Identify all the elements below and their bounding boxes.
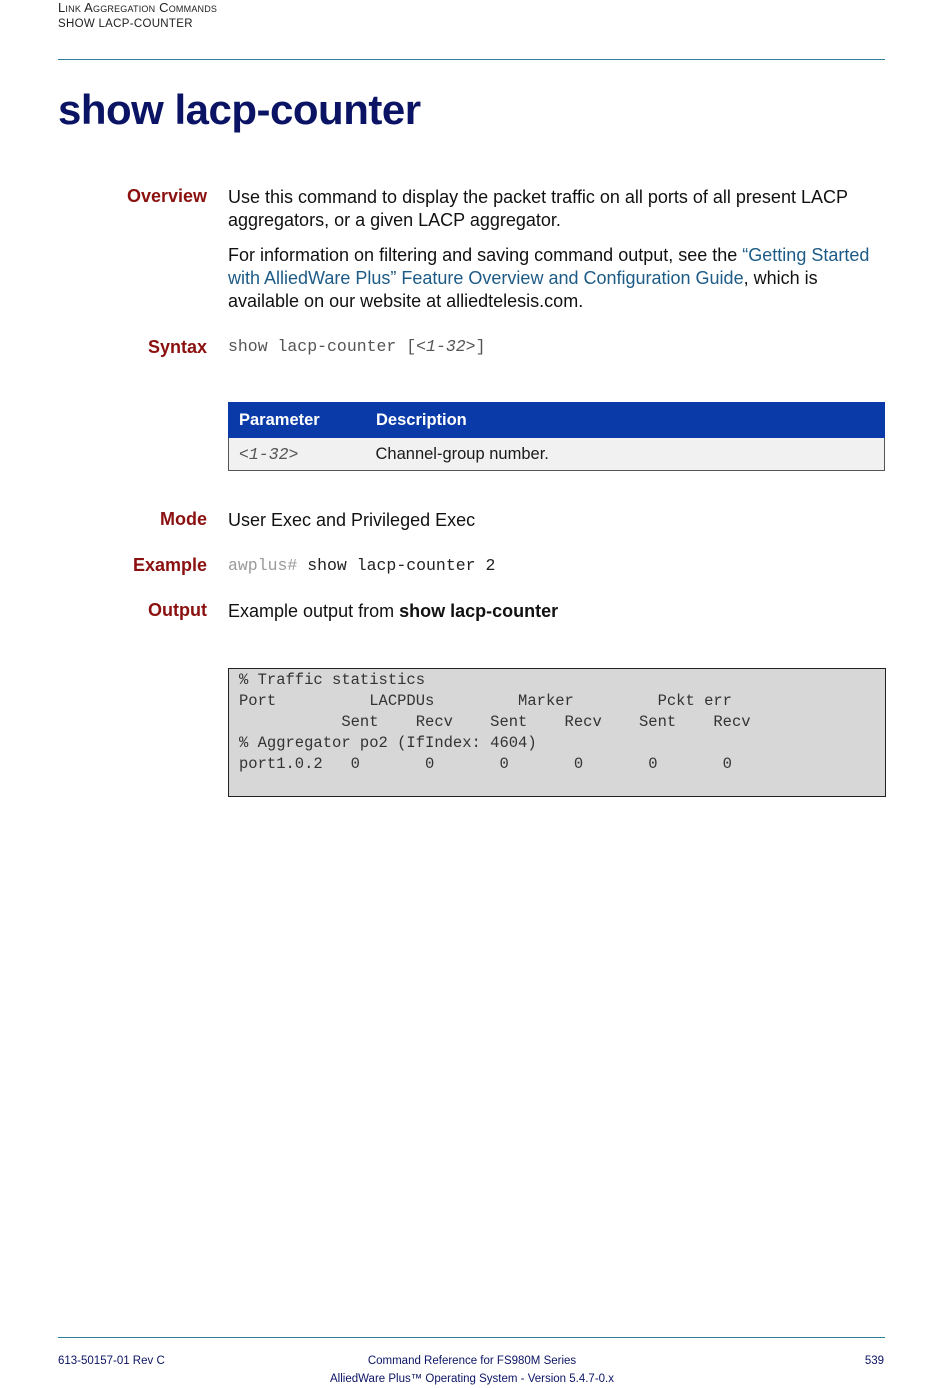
output-label: Output xyxy=(148,600,207,620)
table-cell-description: Channel-group number. xyxy=(366,438,885,471)
output-text xyxy=(228,600,888,623)
output-line: % Aggregator po2 (IfIndex: 4604) xyxy=(239,734,537,752)
syntax-suffix: ] xyxy=(475,337,486,356)
footer-ref-title: Command Reference for FS980M Series xyxy=(367,1355,577,1367)
output-line: Sent Recv Sent Recv Sent Recv xyxy=(239,713,751,731)
footer-doc-id: 613-50157-01 Rev C xyxy=(58,1355,165,1367)
mode-label: Mode xyxy=(160,509,207,529)
overview-label: Overview xyxy=(126,186,207,206)
overview-paragraph-1: Use this command to display the packet traffic on all ports of all present LACP aggregators, or a given LACP aggregator. xyxy=(228,187,848,230)
table-header-description: Description xyxy=(366,403,885,438)
table-header-row xyxy=(229,403,885,438)
parameter-table xyxy=(228,402,885,471)
footer-rule xyxy=(58,1337,885,1338)
output-text-bold: show lacp-counter xyxy=(399,601,559,621)
footer-page-number: 539 xyxy=(864,1355,884,1367)
example-command xyxy=(228,556,495,575)
overview-text-suffix: , which is available on our website at alliedtelesis.com. xyxy=(228,268,818,311)
example-command-text: show lacp-counter 2 xyxy=(297,556,496,575)
mode-text: User Exec and Privileged Exec xyxy=(228,510,476,530)
syntax-command xyxy=(228,337,485,356)
output-line: port1.0.2 0 0 0 0 0 0 xyxy=(239,755,732,773)
syntax-label: Syntax xyxy=(147,337,207,357)
table-cell-param: <1-32> xyxy=(229,438,366,471)
page-title: show lacp-counter xyxy=(58,86,421,133)
syntax-param: <1-32> xyxy=(416,337,476,356)
footer-os-version: AlliedWare Plus™ Operating System - Version 5.4.7-0.x xyxy=(330,1373,614,1385)
running-header-chapter: Link Aggregation Commands xyxy=(58,0,218,15)
output-box xyxy=(228,668,886,797)
example-prompt: awplus# xyxy=(228,556,298,575)
header-rule xyxy=(58,59,885,60)
output-line: Port LACPDUs Marker Pckt err xyxy=(239,692,732,710)
overview-text: For information on filtering and saving command output, see the xyxy=(228,245,743,265)
output-text-prefix: Example output from xyxy=(228,601,400,621)
table-row xyxy=(229,438,885,471)
table-header-parameter: Parameter xyxy=(229,403,366,438)
guide-link[interactable]: “Getting Started with AlliedWare Plus” Feature Overview and Configuration Guide xyxy=(228,245,870,288)
running-header-section: SHOW LACP-COUNTER xyxy=(58,18,193,30)
output-line: % Traffic statistics xyxy=(239,671,426,689)
syntax-prefix: show lacp-counter [ xyxy=(228,337,417,356)
overview-paragraph-2 xyxy=(228,244,888,313)
example-label: Example xyxy=(132,555,207,575)
